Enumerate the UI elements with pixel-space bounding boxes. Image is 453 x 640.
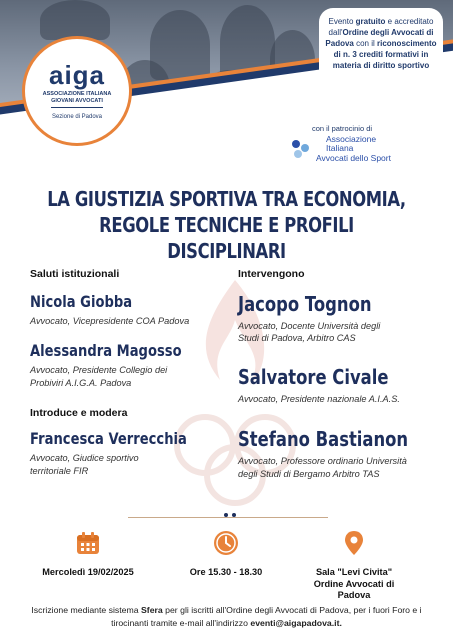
date-info (18, 530, 158, 579)
speaker-name: Stefano Bastianon (238, 427, 409, 452)
saluti-label: Saluti istituzionali (30, 268, 120, 280)
speaker-name: Alessandra Magosso (30, 341, 182, 361)
aias-line-3: Avvocati dello Sport (316, 152, 391, 163)
title-line-1: LA GIUSTIZIA SPORTIVA TRA ECONOMIA, (47, 187, 406, 211)
speaker-block (238, 427, 438, 480)
speaker-block (238, 365, 438, 405)
speaker-role: Avvocato, Vicepresidente COA Padova (30, 316, 190, 326)
divider (128, 517, 328, 518)
event-time: Ore 15.30 - 18.30 (189, 567, 263, 577)
contact-email[interactable]: eventi@aigapadova.it. (250, 618, 342, 629)
speaker-role: Avvocato, Presidente nazionale A.I.A.S. (238, 393, 400, 404)
event-place: Sala "Levi Civita" Ordine Avvocati di Padova (313, 567, 395, 600)
speaker-name: Salvatore Civale (238, 364, 389, 389)
location-pin-icon (341, 530, 367, 556)
left-column (30, 268, 230, 477)
aias-line-1: Associazione (326, 134, 377, 144)
event-title (41, 186, 412, 264)
logo-word: aiga (48, 59, 106, 90)
speaker-name: Nicola Giobba (30, 292, 133, 311)
credits-badge: Evento gratuito e accreditato dall'Ordine degli Avvocati di Padova con il riconoscimento di n. 3 crediti formativi in materia di diritto sportivo (319, 8, 443, 130)
place-info (284, 530, 424, 602)
moderator-role: Avvocato, Giudice sportivo territoriale FIR (30, 453, 139, 476)
speaker-block (238, 292, 438, 345)
logo-subtitle-2: GIOVANI AVVOCATI (51, 97, 103, 104)
modera-label: Introduce e modera (30, 407, 128, 420)
speaker-block (30, 341, 230, 389)
clock-icon (213, 530, 239, 556)
logo-subtitle-1: ASSOCIAZIONE ITALIANA (42, 90, 112, 97)
moderator-name: Francesca Verrecchia (30, 429, 187, 449)
speaker-block (30, 292, 230, 327)
right-column (238, 268, 438, 480)
speaker-role: Avvocato, Docente Università degli Studi di Padova, Arbitro CAS (238, 321, 381, 344)
aiga-logo (22, 36, 132, 146)
moderator-block (30, 429, 230, 477)
event-date: Mercoledì 19/02/2025 (42, 567, 134, 577)
speaker-role: Avvocato, Professore ordinario Università degli Studi di Bergamo Arbitro TAS (238, 456, 407, 479)
aias-mark-icon (290, 138, 312, 160)
title-line-2: REGOLE TECNICHE E PROFILI DISCIPLINARI (99, 213, 354, 263)
logo-section: Sezione di Padova (51, 114, 103, 121)
aias-line-2: Italiana (326, 143, 354, 154)
patrocinio-label: con il patrocinio di (312, 124, 373, 133)
time-info (156, 530, 296, 579)
calendar-icon (75, 530, 101, 556)
registration-note: Iscrizione mediante sistema Sfera per gli iscritti all'Ordine degli Avvocati di Padova, per i fuori Foro e i tirocinanti tramite e-mail all'indirizzo eventi@aigapadova.it. (31, 605, 422, 629)
aias-logo (290, 135, 391, 163)
intervengono-label: Intervengono (238, 268, 305, 280)
speaker-name: Jacopo Tognon (238, 292, 372, 316)
speaker-role: Avvocato, Presidente Collegio dei Probiviri A.I.G.A. Padova (30, 365, 168, 388)
